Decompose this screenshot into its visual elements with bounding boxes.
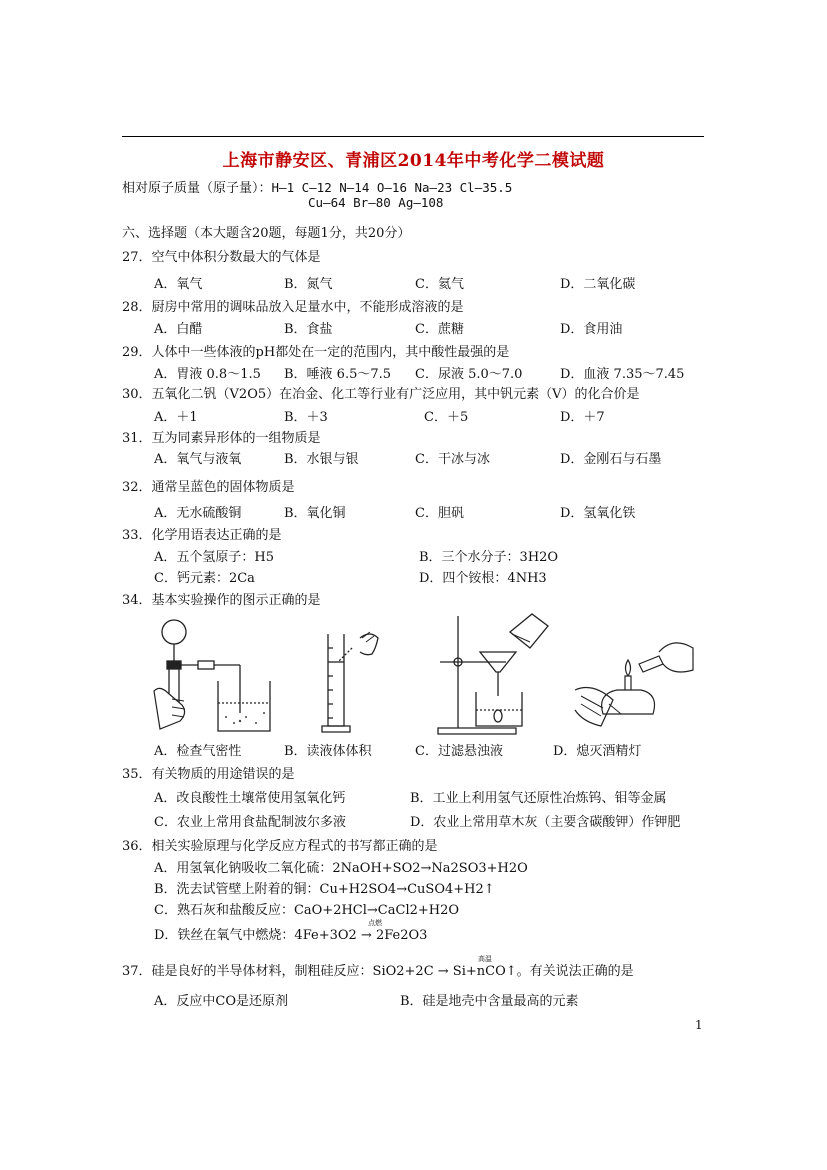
- q33-option-c: C．钙元素：2Ca: [154, 571, 255, 586]
- q30-option-b: B．＋3: [284, 410, 328, 425]
- q27-option-d: D．二氧化碳: [560, 277, 636, 292]
- figure-read-volume: [300, 618, 400, 736]
- question-28-stem: 28．厨房中常用的调味品放入足量水中，不能形成溶液的是: [122, 300, 464, 315]
- q32-option-c: C．胆矾: [415, 506, 464, 521]
- q33-option-b: B．三个水分子：3H2O: [419, 550, 559, 565]
- q31-option-b: B．水银与银: [284, 452, 359, 467]
- q36-option-a: A．用氢氧化钠吸收二氧化硫：2NaOH+SO2→Na2SO3+H2O: [154, 861, 528, 876]
- atomic-mass-label: 相对原子质量（原子量）：: [122, 181, 272, 196]
- question-29-stem: 29．人体中一些体液的pH都处在一定的范围内，其中酸性最强的是: [122, 345, 510, 360]
- q32-option-a: A．无水硫酸铜: [154, 506, 242, 521]
- question-35-stem: 35．有关物质的用途错误的是: [122, 767, 295, 782]
- high-temp-condition: 高温: [478, 955, 492, 963]
- atomic-mass-values-1: H—1 C—12 N—14 O—16 Na—23 Cl—35.5: [271, 180, 513, 195]
- question-37-stem: 37．硅是良好的半导体材料，制粗硅反应：SiO2+2C → Si+nCO↑。有关说法正确的是: [122, 964, 634, 979]
- q29-option-c: C．尿液 5.0～7.0: [415, 367, 523, 382]
- q28-option-b: B．食盐: [284, 322, 333, 337]
- q28-option-d: D．食用油: [560, 322, 623, 337]
- q30-option-d: D．＋7: [560, 410, 605, 425]
- q34-option-d: D．熄灭酒精灯: [553, 744, 642, 759]
- q29-option-a: A．胃液 0.8～1.5: [154, 367, 261, 382]
- section-heading: 六、选择题（本大题含20题，每题1分，共20分）: [122, 226, 411, 241]
- q36-option-b: B．洗去试管壁上附着的铜：Cu+H2SO4→CuSO4+H2↑: [154, 882, 495, 897]
- q34-option-b: B．读液体体积: [284, 744, 372, 759]
- q37-option-a: A．反应中CO是还原剂: [154, 994, 288, 1009]
- q35-option-a: A．改良酸性土壤常使用氢氧化钙: [154, 791, 346, 806]
- q27-option-c: C．氦气: [415, 277, 464, 292]
- q27-option-a: A．氧气: [154, 277, 203, 292]
- figure-alcohol-lamp: [573, 630, 695, 730]
- question-30-stem: 30．五氧化二钒（V2O5）在冶金、化工等行业有广泛应用，其中钒元素（V）的化合价是: [122, 387, 640, 402]
- q32-option-b: B．氧化铜: [284, 506, 346, 521]
- q32-option-d: D．氢氧化铁: [560, 506, 636, 521]
- ignite-condition: 点燃: [368, 919, 382, 927]
- q36-option-d: D．铁丝在氧气中燃烧：4Fe+3O2 → 2Fe2O3: [154, 928, 428, 943]
- q31-option-d: D．金刚石与石墨: [560, 452, 662, 467]
- question-34-stem: 34．基本实验操作的图示正确的是: [122, 593, 321, 608]
- q33-option-d: D．四个铵根：4NH3: [419, 571, 547, 586]
- atomic-mass-row1: [122, 177, 512, 196]
- figure-filtration: [436, 612, 554, 736]
- question-36-stem: 36．相关实验原理与化学反应方程式的书写都正确的是: [122, 839, 438, 854]
- q35-option-d: D．农业上常用草木灰（主要含碳酸钾）作钾肥: [410, 815, 681, 830]
- q33-option-a: A．五个氢原子：H5: [154, 550, 274, 565]
- q37-option-b: B．硅是地壳中含量最高的元素: [400, 994, 579, 1009]
- q28-option-a: A．白醋: [154, 322, 203, 337]
- q34-option-c: C．过滤悬浊液: [415, 744, 503, 759]
- header-rule: [122, 136, 704, 137]
- q28-option-c: C．蔗糖: [415, 322, 464, 337]
- page-number: 1: [695, 1018, 703, 1032]
- q29-option-d: D．血液 7.35～7.45: [560, 367, 685, 382]
- q29-option-b: B．唾液 6.5～7.5: [284, 367, 392, 382]
- q35-option-b: B．工业上利用氢气还原性冶炼钨、钼等金属: [410, 791, 667, 806]
- q36-option-c: C．熟石灰和盐酸反应：CaO+2HCl→CaCl2+H2O: [154, 903, 460, 918]
- question-32-stem: 32．通常呈蓝色的固体物质是: [122, 480, 295, 495]
- q35-option-c: C．农业上常用食盐配制波尔多液: [154, 815, 346, 830]
- question-31-stem: 31．互为同素异形体的一组物质是: [122, 431, 321, 446]
- q30-option-c: C．＋5: [424, 410, 469, 425]
- q30-option-a: A．＋1: [154, 410, 198, 425]
- q31-option-a: A．氧气与液氧: [154, 452, 242, 467]
- atomic-mass-row2: Cu—64 Br—80 Ag—108: [308, 195, 444, 210]
- q27-option-b: B．氮气: [284, 277, 333, 292]
- page-title: 上海市静安区、青浦区2014年中考化学二模试题: [222, 151, 605, 171]
- question-27-stem: 27．空气中体积分数最大的气体是: [122, 250, 321, 265]
- q31-option-c: C．干冰与冰: [415, 452, 490, 467]
- q34-option-a: A．检查气密性: [154, 744, 242, 759]
- figure-airtightness-check: [152, 613, 280, 735]
- question-33-stem: 33．化学用语表达正确的是: [122, 528, 282, 543]
